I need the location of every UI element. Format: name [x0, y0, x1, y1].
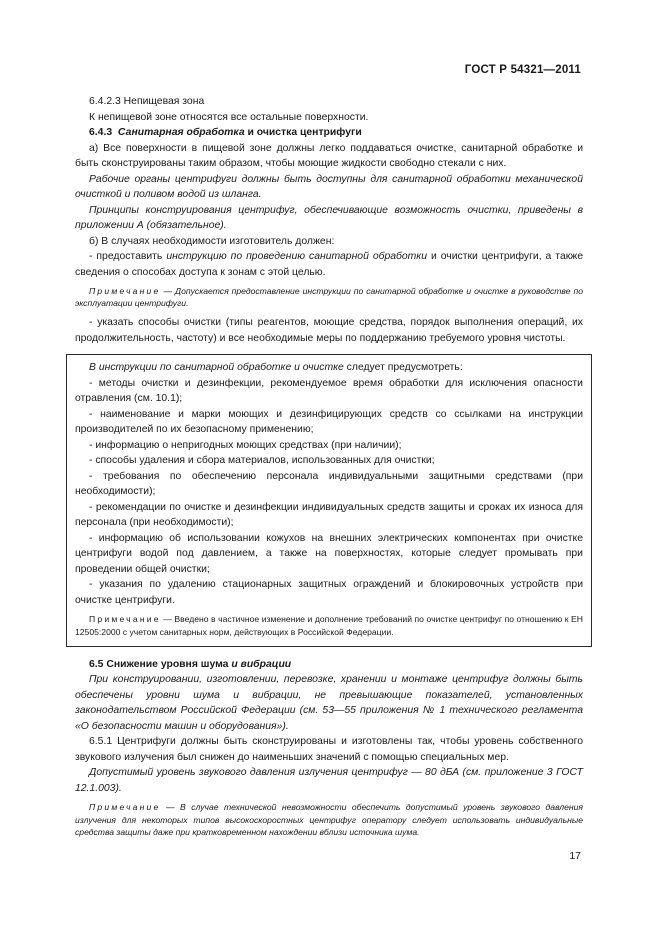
item-prefix: - предоставить: [89, 251, 167, 262]
section-6-5-heading: [75, 657, 583, 673]
paragraph-b-item-2: - указать способы очистки (типы реагентов, моющие средства, порядок выполнения операций, их продолжительность, частоту) и все необходимые меры по поддержанию требуемого уровня чистоты.: [75, 317, 583, 344]
section-title-italic: Санитарная обработка: [117, 127, 245, 138]
paragraph-principles: Принципы конструирования центрифуг, обеспечивающие возможность очистки, приведены в приложении А (обязательное).: [75, 204, 583, 231]
box-list-item: - методы очистки и дезинфекции, рекомендуемое время обработки для исключения опасности отравления (см. 10.1);: [75, 377, 583, 405]
document-id: ГОСТ Р 54321—2011: [464, 64, 581, 76]
box-lead-italic: В инструкции по санитарной обработке и очистке: [89, 362, 344, 374]
box-list-item: - требования по обеспечению персонала индивидуальными защитными средствами (при необходимости);: [75, 470, 583, 498]
section-title: 6.5 Снижение уровня шума: [89, 658, 232, 670]
section-title-rest: и очистка центрифуги: [247, 127, 362, 138]
box-lead: [75, 360, 583, 376]
box-list-item: - наименование и марки моющих и дезинфицирующих средств со ссылками на инструкции производителей по их безопасному применению;: [75, 408, 583, 436]
page-number: 17: [569, 850, 581, 862]
document-body: [75, 94, 583, 844]
paragraph-b-item-1: [75, 249, 583, 280]
box-lead-rest: следует предусмотреть:: [343, 362, 463, 374]
paragraph-b: б) В случаях необходимости изготовитель должен:: [89, 235, 335, 247]
box-list-item: - указания по удалению стационарных защитных ограждений и блокировочных устройств при очистке центрифуги.: [75, 579, 583, 606]
paragraph-working-organs: Рабочие органы центрифуги должны быть доступны для санитарной обработки механической очисткой и поливом водой из шланга.: [75, 173, 583, 200]
section-6-4-2-3-text: К непищевой зоне относятся все остальные поверхности.: [89, 111, 369, 123]
boxed-insertion: [66, 354, 592, 646]
item-italic: инструкцию по проведению санитарной обработки: [166, 251, 427, 262]
box-list-item: - информацию о непригодных моющих средствах (при наличии);: [89, 439, 402, 451]
box-note: [75, 613, 583, 637]
note-3: [75, 801, 583, 838]
note-label: Примечание: [89, 286, 161, 296]
section-title-italic: и вибрации: [231, 658, 292, 670]
note-text: — Допускается предоставление инструкции по санитарной обработке и очистке в руководстве по эксплуатации центрифуги.: [75, 286, 583, 309]
paragraph-6-5-1: 6.5.1 Центрифуги должны быть сконструированы и изготовлены так, чтобы уровень собственного звукового излучения был снижен до наименьших значений с помощью специальных мер.: [75, 736, 583, 763]
box-list-item: - способы удаления и сбора материалов, использованных для очистки;: [89, 455, 435, 467]
section-6-4-3-heading: [75, 125, 583, 141]
section-number: 6.4.3: [89, 127, 113, 138]
paragraph-6-5: При конструировании, изготовлении, перевозке, хранении и монтаже центрифуг должны быть обеспечены уровни шума и вибрации, не превышающие показателей, установленных законодательством Российской Федерации (см. 53—55 приложения № 1 технического регламента «О безопасности машин и оборудования»).: [75, 674, 583, 732]
section-6-4-2-3-title: 6.4.2.3 Непищевая зона: [89, 96, 205, 107]
box-list-item: - информацию об использовании кожухов на внешних электрических компонентах при очистке центрифуги водой под давлением, а также на поверхностях, которые следует промывать при проведении общей очистки;: [75, 532, 583, 575]
box-list-item: - рекомендации по очистке и дезинфекции индивидуальных средств защиты и сроках их износа для персонала (при необходимости);: [75, 501, 583, 529]
paragraph-noise-level: Допустимый уровень звукового давления излучения центрифуг — 80 дБА (см. приложение 3 ГОСТ 12.1.003).: [75, 767, 583, 794]
note-1: [75, 285, 583, 309]
note-label: Примечание: [89, 614, 161, 625]
note-label: Примечание: [89, 802, 161, 813]
note-text: — Введено в частичное изменение и дополнение требований по очистке центрифуг по отношению к ЕН 12505:2000 с учетом санитарных норм, действующих в Российской Федерации.: [75, 614, 583, 637]
paragraph-a: а) Все поверхности в пищевой зоне должны легко поддаваться очистке, санитарной обработке и быть сконструированы таким образом, чтобы моющие жидкости свободно стекали с них.: [75, 142, 583, 169]
note-text: — В случае технической невозможности обеспечить допустимый уровень звукового давления излучения для некоторых типов высокоскоростных центрифуг оператору следует использовать индивидуальные средства защиты даже при кратковременном нахождении вблизи источника шума.: [75, 802, 583, 837]
item-rest: и очистки центрифуги, а также сведения о способах доступа к зонам с этой целью.: [75, 251, 584, 278]
